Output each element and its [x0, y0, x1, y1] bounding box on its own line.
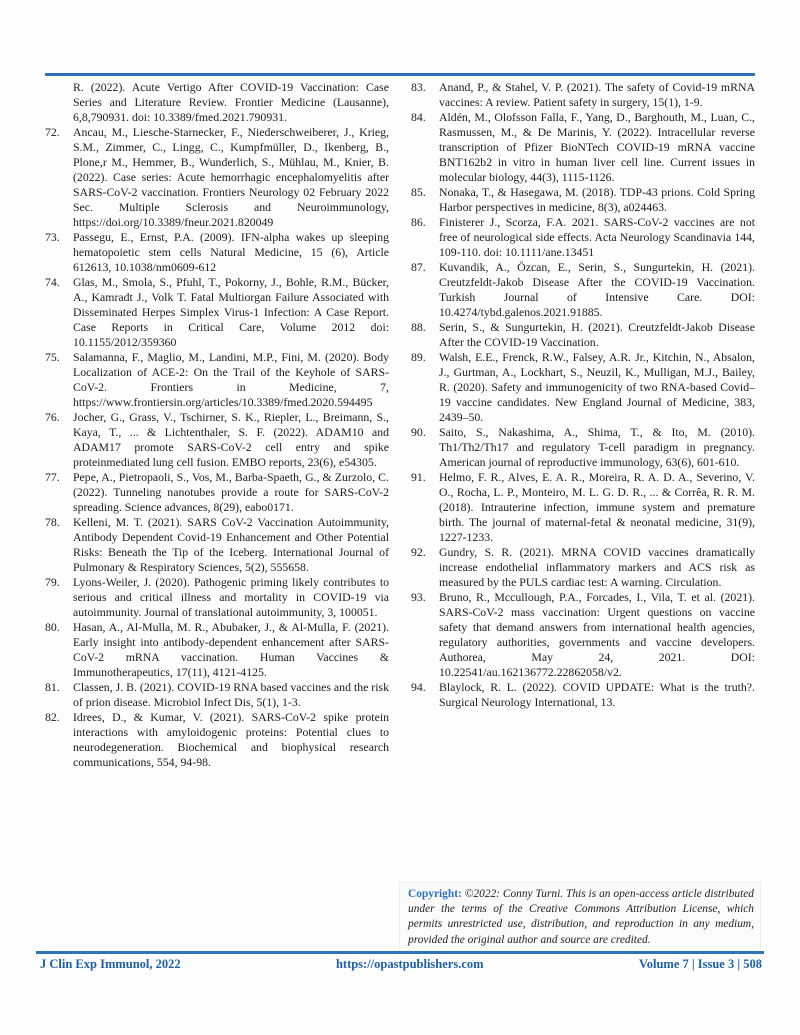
reference-number: 85.: [411, 185, 426, 199]
reference-text: Lyons-Weiler, J. (2020). Pathogenic priming likely contributes to serious and critical illness and mortality in COVID-19 via autoimmunity. Journal of translational autoimmunity, 3, 100051.: [73, 575, 389, 619]
reference-number: 92.: [411, 545, 426, 559]
reference-number: 91.: [411, 470, 426, 484]
reference-number: 79.: [45, 575, 60, 589]
reference-number: 76.: [45, 410, 60, 424]
reference-text: Aldén, M., Olofsson Falla, F., Yang, D., Barghouth, M., Luan, C., Rasmussen, M., & De Marinis, Y. (2022). Intracellular reverse transcription of Pfizer BioNTech COVID-19 mRNA vaccine BNT162b2 in vitro in human liver cell line. Current issues in molecular biology, 44(3), 1115-1126.: [439, 110, 755, 184]
reference-number: 81.: [45, 680, 60, 694]
reference-item: [45, 620, 389, 680]
reference-number: 86.: [411, 215, 426, 229]
reference-number: 80.: [45, 620, 60, 634]
reference-number: 90.: [411, 425, 426, 439]
reference-item: [45, 515, 389, 575]
reference-number: 74.: [45, 275, 60, 289]
reference-item: [411, 185, 755, 215]
copyright-text: ©2022: Conny Turni. This is an open-access article distributed under the terms of the Creative Commons Attribution License, which permits unrestricted use, distribution, and reproduction in any medium, provided the original author and source are credited.: [408, 888, 754, 946]
reference-text: Blaylock, R. L. (2022). COVID UPDATE: What is the truth?. Surgical Neurology International, 13.: [439, 680, 755, 709]
bottom-horizontal-rule: [36, 951, 764, 954]
reference-number: 73.: [45, 230, 60, 244]
reference-text: Helmo, F. R., Alves, E. A. R., Moreira, R. A. D. A., Severino, V. O., Rocha, L. P., Monteiro, M. L. G. D. R., ... & Corrêa, R. R. M. (2018). Intrauterine infection, immune system and premature birth. The journal of maternal-fetal & neonatal medicine, 31(9), 1227-1233.: [439, 470, 755, 544]
reference-number: 77.: [45, 470, 60, 484]
reference-text: Glas, M., Smola, S., Pfuhl, T., Pokorny, J., Bohle, R.M., Bücker, A., Kamradt J., Volk T. Fatal Multiorgan Failure Associated with Disseminated Herpes Simplex Virus-1 Infection: A Case Report. Case Reports in Critical Care, Volume 2012 doi: 10.1155/2012/359360: [73, 275, 389, 349]
reference-item: [411, 470, 755, 545]
reference-item: [45, 125, 389, 230]
reference-number: 78.: [45, 515, 60, 529]
page-footer: [40, 957, 762, 972]
reference-number: 89.: [411, 350, 426, 364]
reference-text: Anand, P., & Stahel, V. P. (2021). The safety of Covid-19 mRNA vaccines: A review. Patient safety in surgery, 15(1), 1-9.: [439, 80, 755, 109]
reference-number: 75.: [45, 350, 60, 364]
reference-number: 94.: [411, 680, 426, 694]
top-horizontal-rule: [45, 73, 755, 76]
reference-item: [411, 320, 755, 350]
reference-item: [411, 545, 755, 590]
reference-text: Saito, S., Nakashima, A., Shima, T., & Ito, M. (2010). Th1/Th2/Th17 and regulatory T-cell paradigm in pregnancy. American journal of reproductive immunology, 63(6), 601-610.: [439, 425, 755, 469]
reference-item: [411, 110, 755, 185]
references-section: [45, 80, 755, 770]
reference-text: Hasan, A., Al-Mulla, M. R., Abubaker, J., & Al-Mulla, F. (2021). Early insight into antibody-dependent enhancement after SARS-CoV-2 mRNA vaccination. Human Vaccines & Immunotherapeutics, 17(11), 4121-4125.: [73, 620, 389, 679]
reference-text: Kuvandik, A., Özcan, E., Serin, S., Sungurtekin, H. (2021). Creutzfeldt-Jakob Disease After the COVID-19 Vaccination. Turkish Journal of Intensive Care. DOI: 10.4274/tybd.galenos.2021.91885.: [439, 260, 755, 319]
reference-text: Finisterer J., Scorza, F.A. 2021. SARS-CoV-2 vaccines are not free of neurological side effects. Acta Neurology Scandinavia 144, 109-110. doi: 10.1111/ane.13451: [439, 215, 755, 259]
reference-text: Walsh, E.E., Frenck, R.W., Falsey, A.R. Jr., Kitchin, N., Absalon, J., Gurtman, A., Lockhart, S., Neuzil, K., Mulligan, M.J., Bailey, R. (2020). Safety and immunogenicity of two RNA-based Covid–19 vaccine candidates. New England Journal of Medicine, 383, 2439–50.: [439, 350, 755, 424]
reference-text: Ancau, M., Liesche-Starnecker, F., Niederschweiberer, J., Krieg, S.M., Zimmer, C., Lingg, C., Kumpfmüller, D., Ikenberg, B., Plone,r M., Hemmer, B., Wunderlich, S., Mühlau, M., Knier, B. (2022). Case series: Acute hemorrhagic encephalomyelitis after SARS-CoV-2 vaccination. Frontiers Neurology 02 February 2022 Sec. Multiple Sclerosis and Neuroimmunology, https://doi.org/10.3389/fneur.2021.820049: [73, 125, 389, 229]
reference-item: [411, 590, 755, 680]
reference-text: Passegu, E., Ernst, P.A. (2009). IFN-alpha wakes up sleeping hematopoietic stem cells Natural Medicine, 15 (6), Article 612613, 10.1038/nm0609-612: [73, 230, 389, 274]
reference-text: Nonaka, T., & Hasegawa, M. (2018). TDP-43 prions. Cold Spring Harbor perspectives in medicine, 8(3), a024463.: [439, 185, 755, 214]
reference-item: [411, 350, 755, 425]
reference-item: [411, 260, 755, 320]
reference-item: [45, 710, 389, 770]
reference-number: 83.: [411, 80, 426, 94]
reference-item: [45, 575, 389, 620]
copyright-notice: [399, 882, 761, 954]
reference-number: 87.: [411, 260, 426, 274]
references-column-left: [45, 80, 389, 770]
reference-item: [45, 230, 389, 275]
footer-publisher-url[interactable]: https://opastpublishers.com: [335, 957, 484, 971]
reference-text: Jocher, G., Grass, V., Tschirner, S. K., Riepler, L., Breimann, S., Kaya, T., ... & Lichtenthaler, S. F. (2022). ADAM10 and ADAM17 promote SARS-CoV-2 cell entry and spike proteinmediated lung cell fusion. EMBO reports, 23(6), e54305.: [73, 410, 389, 469]
reference-text: Gundry, S. R. (2021). MRNA COVID vaccines dramatically increase endothelial inflammatory markers and ACS risk as measured by the PULS cardiac test: A warning. Circulation.: [439, 545, 755, 589]
footer-volume-issue-page: Volume 7 | Issue 3 | 508: [638, 957, 762, 971]
reference-text: Classen, J. B. (2021). COVID-19 RNA based vaccines and the risk of prion disease. Microbiol Infect Dis, 5(1), 1-3.: [73, 680, 389, 709]
reference-item: [411, 425, 755, 470]
reference-number: 82.: [45, 710, 60, 724]
reference-item: [45, 680, 389, 710]
reference-text: Pepe, A., Pietropaoli, S., Vos, M., Barba-Spaeth, G., & Zurzolo, C. (2022). Tunneling nanotubes provide a route for SARS-CoV-2 spreading. Science advances, 8(29), eabo0171.: [73, 470, 389, 514]
reference-number: 88.: [411, 320, 426, 334]
reference-continuation: R. (2022). Acute Vertigo After COVID-19 Vaccination: Case Series and Literature Review. Frontier Medicine (Lausanne), 6,8,790931. doi: 10.3389/fmed.2021.790931.: [73, 80, 389, 124]
reference-number: 93.: [411, 590, 426, 604]
reference-item: [45, 470, 389, 515]
reference-text: Bruno, R., Mccullough, P.A., Forcades, I., Vila, T. et al. (2021). SARS-CoV-2 mass vaccination: Urgent questions on vaccine safety that demand answers from international health agencies, regulatory authorities, governments and vaccine developers. Authorea, May 24, 2021. DOI: 10.22541/au.162136772.22862058/v2.: [439, 590, 755, 679]
reference-item: [45, 275, 389, 350]
reference-text: Kelleni, M. T. (2021). SARS CoV-2 Vaccination Autoimmunity, Antibody Dependent Covid-19 Enhancement and Other Potential Risks: Beneath the Tip of the Iceberg. International Journal of Pulmonary & Respiratory Sciences, 5(2), 555658.: [73, 515, 389, 574]
reference-text: Serin, S., & Sungurtekin, H. (2021). Creutzfeldt-Jakob Disease After the COVID-19 Vaccination.: [439, 320, 755, 349]
copyright-label: Copyright:: [408, 888, 462, 900]
reference-item: [411, 80, 755, 110]
footer-journal-name: J Clin Exp Immunol, 2022: [40, 957, 181, 971]
reference-item: [411, 215, 755, 260]
reference-text: Salamanna, F., Maglio, M., Landini, M.P., Fini, M. (2020). Body Localization of ACE-2: On the Trail of the Keyhole of SARS-CoV-2. Frontiers in Medicine, 7, https://www.frontiersin.org/articles/10.3389/fmed.2020.594495: [73, 350, 389, 409]
reference-number: 72.: [45, 125, 60, 139]
reference-text: Idrees, D., & Kumar, V. (2021). SARS-CoV-2 spike protein interactions with amyloidogenic proteins: Potential clues to neurodegeneration. Biochemical and biophysical research communications, 554, 94-98.: [73, 710, 389, 769]
references-column-right: [411, 80, 755, 770]
reference-number: 84.: [411, 110, 426, 124]
reference-item: [45, 350, 389, 410]
reference-item: [411, 680, 755, 710]
reference-item: [45, 410, 389, 470]
